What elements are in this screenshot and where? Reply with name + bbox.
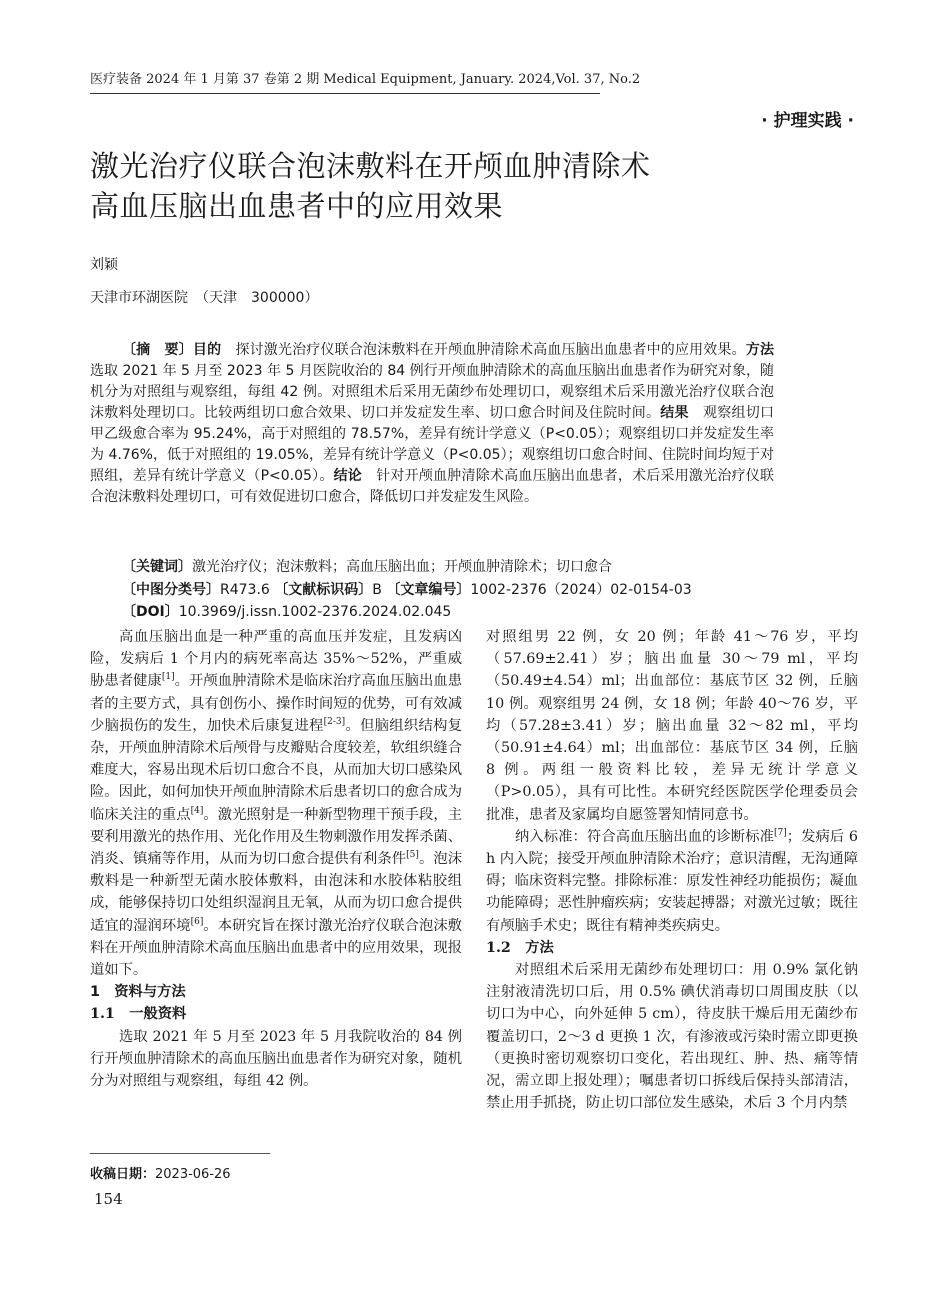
abstract-conclusion: 针对开颅血肿清除术高血压脑出血患者，术后采用激光治疗仪联合泡沫敷料处理切口，可有效促进切口愈合，降低切口并发症发生风险。 — [90, 468, 775, 505]
abstract-objective: 探讨激光治疗仪联合泡沫敷料在开颅血肿清除术高血压脑出血患者中的应用效果。 — [235, 342, 746, 358]
classification-line — [122, 579, 692, 599]
body-column-left — [90, 626, 462, 1092]
intro-text: 。激光照射是一种新型物理干预手段，主要利用激光的热作用、光化作用及生物刺激作用发挥杀菌、消炎、镇痛等作用，从而为切口愈合提供有利条件 — [90, 806, 463, 868]
intro-text: 。但脑组织结构复杂，开颅血肿清除术后颅骨与皮瓣贴合度较差，软组织缝合难度大，容易出现术后切口愈合不良，从而加大切口感染风险。因此，如何加快开颅血肿清除术后患者切口的愈合成为临床关注的重点 — [90, 717, 462, 823]
received-date: 2023-06-26 — [155, 1167, 231, 1182]
received-date-line — [90, 1163, 231, 1182]
article-no-label: 〔文章编号〕 — [386, 582, 471, 598]
footnote-divider — [90, 1153, 270, 1154]
doi: 10.3969/j.issn.1002-2376.2024.02.045 — [178, 604, 452, 620]
conclusion-label: 结论 — [333, 468, 362, 484]
body-column-right — [486, 626, 858, 1114]
groups-paragraph: 对照组男 22 例，女 20 例；年龄 41～76 岁，平均（57.69±2.41）岁；脑出血量 30～79 ml，平均（50.49±4.54）ml；出血部位：基底节区 32 例，丘脑 10 例。观察组男 24 例，女 18 例；年龄 40～76 岁，平均（57.28±3.41）岁；脑出血量 32～82 ml，平均（50.91±4.64）ml；出血部位：基底节区 34 例，丘脑 8 例。两组一般资料比较，差异无统计学意义（P>0.05），具有可比性。本研究经医院医学伦理委员会批准，患者及家属均自愿签署知情同意书。 — [486, 629, 858, 823]
criteria-text: 纳入标准：符合高血压脑出血的诊断标准 — [515, 828, 774, 845]
intro-text: 高血压脑出血是一种严重的高血压并发症，且发病凶险，发病后 1 个月内的病死率高达 35%～52%，严重威胁患者健康 — [90, 629, 462, 690]
results-label: 结果 — [660, 405, 689, 421]
clc-label: 〔中图分类号〕 — [122, 582, 220, 598]
intro-text: 。泡沫敷料是一种新型无菌水胶体敷料，由泡沫和水胶体粘胶组成，能够保持切口处组织湿润且无氧，从而为切口愈合提供适宜的湿润环境 — [90, 851, 463, 934]
intro-text: 。本研究旨在探讨激光治疗仪联合泡沫敷料在开颅血肿清除术高血压脑出血患者中的应用效果，现报道如下。 — [90, 917, 463, 979]
abstract — [90, 340, 774, 508]
clc: R473.6 — [220, 582, 270, 598]
received-label: 收稿日期： — [90, 1167, 156, 1182]
methods-label: 方法 — [745, 342, 775, 358]
keywords-line — [122, 556, 612, 576]
doc-code: B — [372, 582, 382, 598]
criteria-paragraph — [486, 826, 858, 937]
section-heading-1-2: 1.2 方法 — [486, 939, 554, 956]
citation: [1] — [161, 672, 175, 683]
citation: [7] — [773, 828, 787, 839]
method-paragraph: 对照组术后采用无菌纱布处理切口：用 0.9% 氯化钠注射液清洗切口后，用 0.5% 碘伏消毒切口周围皮肤（以切口为中心，向外延伸 5 cm），待皮肤干燥后用无菌纱布覆盖切口，2～3 d 更换 1 次，有渗液或污染时需立即更换（更换时密切观察切口变化，若出现红、肿、热、痛等情况，需立即上报处理）；嘱患者切口拆线后保持头部清洁，禁止用手抓挠，防止切口部位发生感染，术后 3 个月内禁 — [486, 962, 858, 1112]
abstract-label: 〔摘 要〕目的 — [122, 342, 222, 358]
title-line-2: 高血压脑出血患者中的应用效果 — [90, 189, 504, 223]
citation: [2-3] — [323, 717, 346, 728]
abstract-paragraph — [90, 340, 774, 508]
section-heading-1: 1 资料与方法 — [90, 984, 186, 1001]
keywords: 激光治疗仪；泡沫敷料；高血压脑出血；开颅血肿清除术；切口愈合 — [192, 559, 612, 575]
page-number: 154 — [94, 1190, 123, 1208]
general-info-paragraph: 选取 2021 年 5 月至 2023 年 5 月我院收治的 84 例行开颅血肿清除术的高血压脑出血患者作为研究对象，随机分为对照组与观察组，每组 42 例。 — [90, 1028, 462, 1090]
keywords-label: 〔关键词〕 — [122, 559, 192, 575]
doi-line — [122, 601, 451, 621]
running-header: 医疗装备 2024 年 1 月第 37 卷第 2 期 Medical Equipment, January. 2024,Vol. 37, No.2 — [90, 68, 600, 94]
article-title — [90, 146, 651, 226]
title-line-1: 激光治疗仪联合泡沫敷料在开颅血肿清除术 — [90, 149, 651, 183]
abstract-results: 观察组切口甲乙级愈合率为 95.24%，高于对照组的 78.57%，差异有统计学意义（P<0.05）；观察组切口并发症发生率为 4.76%，低于对照组的 19.05%，差异有统计学意义（P<0.05）；观察组切口愈合时间、住院时间均短于对照组，差异有统计学意义（P<0.05）。 — [90, 405, 775, 484]
section-tag: · 护理实践 · — [761, 111, 854, 131]
affiliation: 天津市环湖医院 （天津 300000） — [90, 290, 319, 306]
doi-label: 〔DOI〕 — [122, 604, 179, 620]
author: 刘颖 — [90, 257, 118, 273]
article-no: 1002-2376（2024）02-0154-03 — [470, 582, 692, 598]
intro-paragraph — [90, 626, 462, 981]
citation: [4] — [190, 805, 204, 816]
citation: [5] — [406, 850, 419, 861]
section-heading-1-1: 1.1 一般资料 — [90, 1006, 187, 1023]
criteria-text: ；发病后 6 h 内入院；接受开颅血肿清除术治疗；意识清醒，无沟通障碍；临床资料完整。排除标准：原发性神经功能损伤；凝血功能障碍；恶性肿瘤疾病；安装起搏器；对激光过敏；既往有颅脑手术史；既往有精神类疾病史。 — [486, 828, 858, 934]
citation: [6] — [190, 916, 204, 927]
abstract-methods: 选取 2021 年 5 月至 2023 年 5 月医院收治的 84 例行开颅血肿清除术的高血压脑出血患者作为研究对象，随机分为对照组与观察组，每组 42 例。对照组术后采用无菌纱布处理切口，观察组术后采用激光治疗仪联合泡沫敷料处理切口。比较两组切口愈合效果、切口并发症发生率、切口愈合时间及住院时间。 — [90, 363, 774, 421]
intro-text: 。开颅血肿清除术是临床治疗高血压脑出血患者的主要方式，具有创伤小、操作时间短的优势，可有效减少脑损伤的发生，加快术后康复进程 — [90, 673, 463, 734]
doc-code-label: 〔文献标识码〕 — [274, 582, 373, 598]
